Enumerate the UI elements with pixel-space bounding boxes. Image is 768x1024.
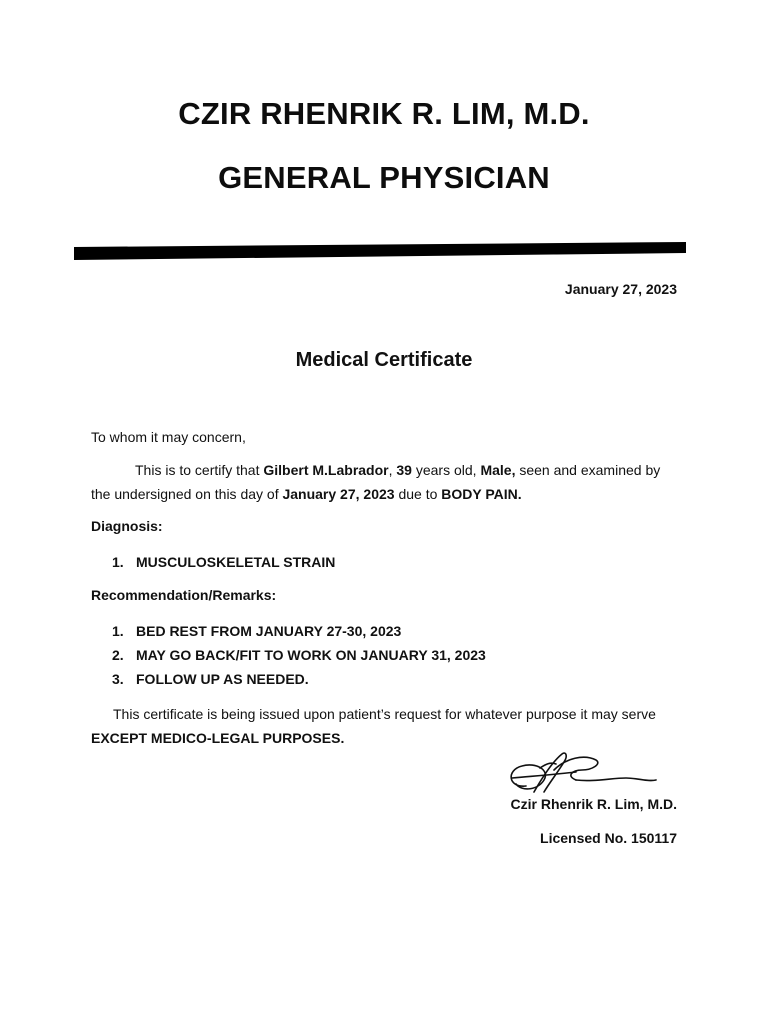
closing-text: This certificate is being issued upon patient’s request for whatever purpose it may serve xyxy=(113,706,656,722)
diagnosis-list xyxy=(112,550,335,574)
diagnosis-text: MUSCULOSKELETAL STRAIN xyxy=(136,554,336,570)
patient-age: 39 xyxy=(396,462,412,478)
recommendation-text: FOLLOW UP AS NEEDED. xyxy=(136,671,309,687)
cert-due-text: due to xyxy=(394,486,442,502)
cert-age-suffix: years old, xyxy=(411,462,481,478)
recommendation-list xyxy=(112,619,486,691)
patient-sex: Male, xyxy=(480,462,516,478)
closing-paragraph xyxy=(91,702,681,750)
list-item xyxy=(112,643,486,667)
exam-date: January 27, 2023 xyxy=(282,486,395,502)
doctor-name-heading: CZIR RHENRIK R. LIM, M.D. xyxy=(178,96,590,131)
list-number: 3. xyxy=(112,671,124,687)
list-number: 1. xyxy=(112,554,124,570)
certificate-title: Medical Certificate xyxy=(295,349,473,371)
cert-intro: This is to certify that xyxy=(135,462,264,478)
list-item xyxy=(112,619,486,643)
recommendation-text: MAY GO BACK/FIT TO WORK ON JANUARY 31, 2023 xyxy=(136,647,486,663)
specialty-heading: GENERAL PHYSICIAN xyxy=(218,160,550,195)
signatory-name: Czir Rhenrik R. Lim, M.D. xyxy=(510,796,677,812)
cert-separator: , xyxy=(388,462,397,478)
license-number: Licensed No. 150117 xyxy=(540,830,677,846)
recommendation-text: BED REST FROM JANUARY 27-30, 2023 xyxy=(136,623,402,639)
diagnosis-label: Diagnosis: xyxy=(91,518,163,534)
certificate-date: January 27, 2023 xyxy=(564,281,677,297)
list-item xyxy=(112,667,486,691)
header-divider xyxy=(74,242,686,260)
chief-complaint: BODY PAIN. xyxy=(441,486,522,502)
cert-seen-text: seen and examined by the undersigned on this day of xyxy=(91,462,661,502)
patient-name: Gilbert M.Labrador xyxy=(263,462,389,478)
list-number: 1. xyxy=(112,623,124,639)
closing-emphasis: EXCEPT MEDICO-LEGAL PURPOSES. xyxy=(91,730,345,746)
recommendation-label: Recommendation/Remarks: xyxy=(91,587,277,603)
certification-paragraph xyxy=(91,458,681,506)
list-number: 2. xyxy=(112,647,124,663)
list-item xyxy=(112,550,335,574)
salutation: To whom it may concern, xyxy=(91,429,246,445)
